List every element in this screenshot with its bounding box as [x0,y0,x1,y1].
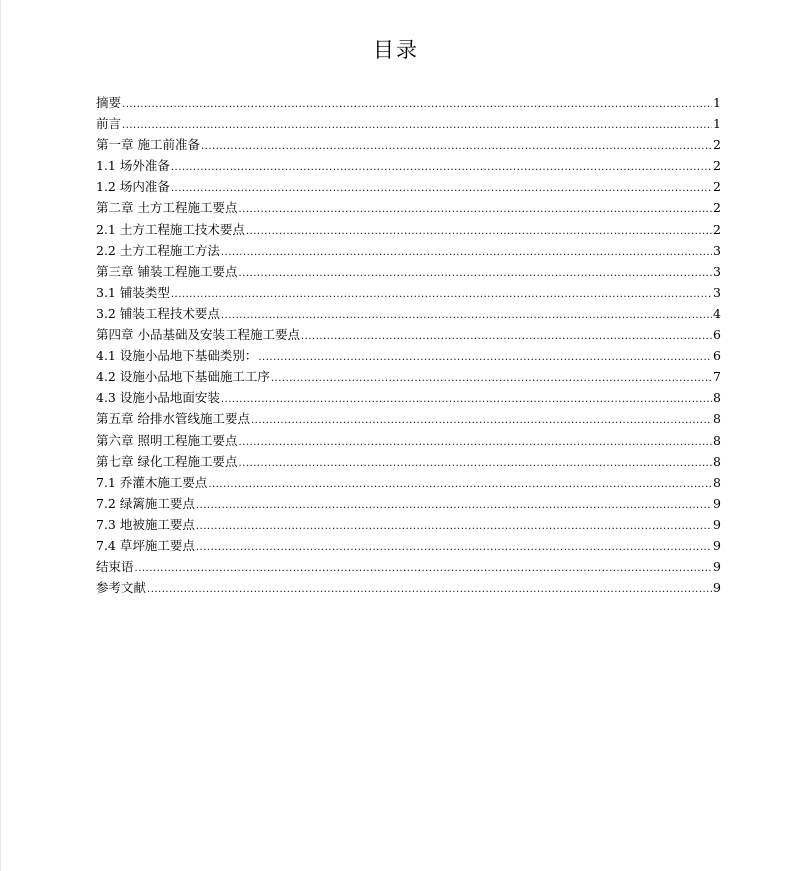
toc-entry[interactable] [96,113,721,134]
toc-entry-page-number: 2 [713,200,721,216]
toc-entry-page-number: 2 [713,137,721,153]
toc-entry-page-number: 1 [713,116,721,132]
toc-entry[interactable] [96,408,721,429]
toc-entry-page-number: 9 [713,537,721,553]
toc-entry[interactable] [96,366,721,387]
toc-leader-dots [122,115,712,136]
toc-entry-page-number: 9 [713,580,721,596]
toc-leader-dots [251,410,712,431]
toc-entry[interactable] [96,324,721,345]
toc-leader-dots [196,495,712,516]
toc-entry-page-number: 2 [713,179,721,195]
toc-entry[interactable] [96,92,721,113]
toc-entry-label: 3.2 铺装工程技术要点 [96,305,220,321]
toc-entry-label: 结束语 [96,559,134,575]
toc-leader-dots [171,284,712,305]
page-title: 目录 [373,38,419,62]
page-edge [0,0,1,871]
toc-entry-page-number: 3 [713,263,721,279]
toc-leader-dots [258,347,712,368]
toc-entry-label: 第四章 小品基础及安装工程施工要点 [96,327,300,343]
toc-leader-dots [238,199,712,220]
toc-entry-page-number: 8 [713,411,721,427]
toc-entry-page-number: 9 [713,516,721,532]
toc-entry-label: 7.4 草坪施工要点 [96,537,195,553]
toc-leader-dots [171,178,712,199]
toc-leader-dots [122,94,712,115]
toc-entry-label: 第二章 土方工程施工要点 [96,200,238,216]
toc-entry[interactable] [96,197,721,218]
toc-entry-label: 7.3 地被施工要点 [96,516,195,532]
toc-entry[interactable] [96,345,721,366]
toc-leader-dots [171,157,712,178]
toc-leader-dots [238,453,712,474]
toc-entry[interactable] [96,514,721,535]
toc-entry[interactable] [96,303,721,324]
toc-entry[interactable] [96,387,721,408]
toc-entry-label: 4.3 设施小品地面安装 [96,390,220,406]
toc-entry[interactable] [96,134,721,155]
toc-entry-label: 第一章 施工前准备 [96,137,200,153]
toc-entry[interactable] [96,155,721,176]
toc-entry[interactable] [96,556,721,577]
toc-entry-page-number: 1 [713,95,721,110]
toc-entry-label: 2.1 土方工程施工技术要点 [96,221,245,237]
toc-entry-page-number: 3 [713,242,721,258]
toc-leader-dots [147,579,712,600]
toc-entry-label: 4.2 设施小品地下基础施工工序 [96,369,270,385]
toc-entry-label: 第五章 给排水管线施工要点 [96,411,250,427]
toc-entry[interactable] [96,577,721,598]
toc-entry-page-number: 6 [713,348,721,364]
toc-leader-dots [221,389,712,410]
toc-entry[interactable] [96,240,721,261]
toc-leader-dots [246,221,712,242]
toc-entry-label: 摘要 [96,95,122,110]
toc-entry[interactable] [96,472,721,493]
toc-entry-label: 7.2 绿篱施工要点 [96,495,195,511]
toc-entry-label: 第七章 绿化工程施工要点 [96,453,238,469]
toc-entry-page-number: 9 [713,559,721,575]
toc-leader-dots [208,474,712,495]
toc-leader-dots [271,368,712,389]
toc-entry-label: 1.2 场内准备 [96,179,170,195]
toc-entry[interactable] [96,282,721,303]
toc-entry[interactable] [96,535,721,556]
toc-entry[interactable] [96,176,721,197]
toc-leader-dots [196,537,712,558]
toc-leader-dots [221,242,712,263]
toc-entry-page-number: 7 [713,369,721,385]
toc-leader-dots [221,305,712,326]
table-of-contents [96,92,721,598]
toc-entry-label: 2.2 土方工程施工方法 [96,242,220,258]
toc-leader-dots [238,432,712,453]
toc-leader-dots [135,558,713,579]
toc-entry-label: 第六章 照明工程施工要点 [96,432,238,448]
toc-entry-label: 3.1 铺装类型 [96,284,170,300]
toc-entry-label: 4.1 设施小品地下基础类别： [96,348,258,364]
toc-leader-dots [196,516,712,537]
toc-leader-dots [238,263,712,284]
toc-entry[interactable] [96,451,721,472]
toc-entry[interactable] [96,430,721,451]
toc-entry-page-number: 8 [713,453,721,469]
toc-entry-page-number: 2 [713,158,721,174]
toc-entry[interactable] [96,493,721,514]
toc-entry-label: 第三章 铺装工程施工要点 [96,263,238,279]
toc-entry-page-number: 8 [713,474,721,490]
toc-entry-label: 参考文献 [96,580,147,596]
toc-entry[interactable] [96,219,721,240]
toc-entry-label: 7.1 乔灌木施工要点 [96,474,208,490]
toc-leader-dots [201,136,712,157]
toc-entry-label: 前言 [96,116,122,132]
toc-entry-page-number: 4 [713,305,721,321]
toc-entry-page-number: 8 [713,390,721,406]
toc-entry-label: 1.1 场外准备 [96,158,170,174]
toc-entry-page-number: 3 [713,284,721,300]
toc-entry[interactable] [96,261,721,282]
toc-entry-page-number: 8 [713,432,721,448]
toc-entry-page-number: 6 [713,327,721,343]
toc-entry-page-number: 2 [713,221,721,237]
toc-leader-dots [301,326,712,347]
toc-entry-page-number: 9 [713,495,721,511]
